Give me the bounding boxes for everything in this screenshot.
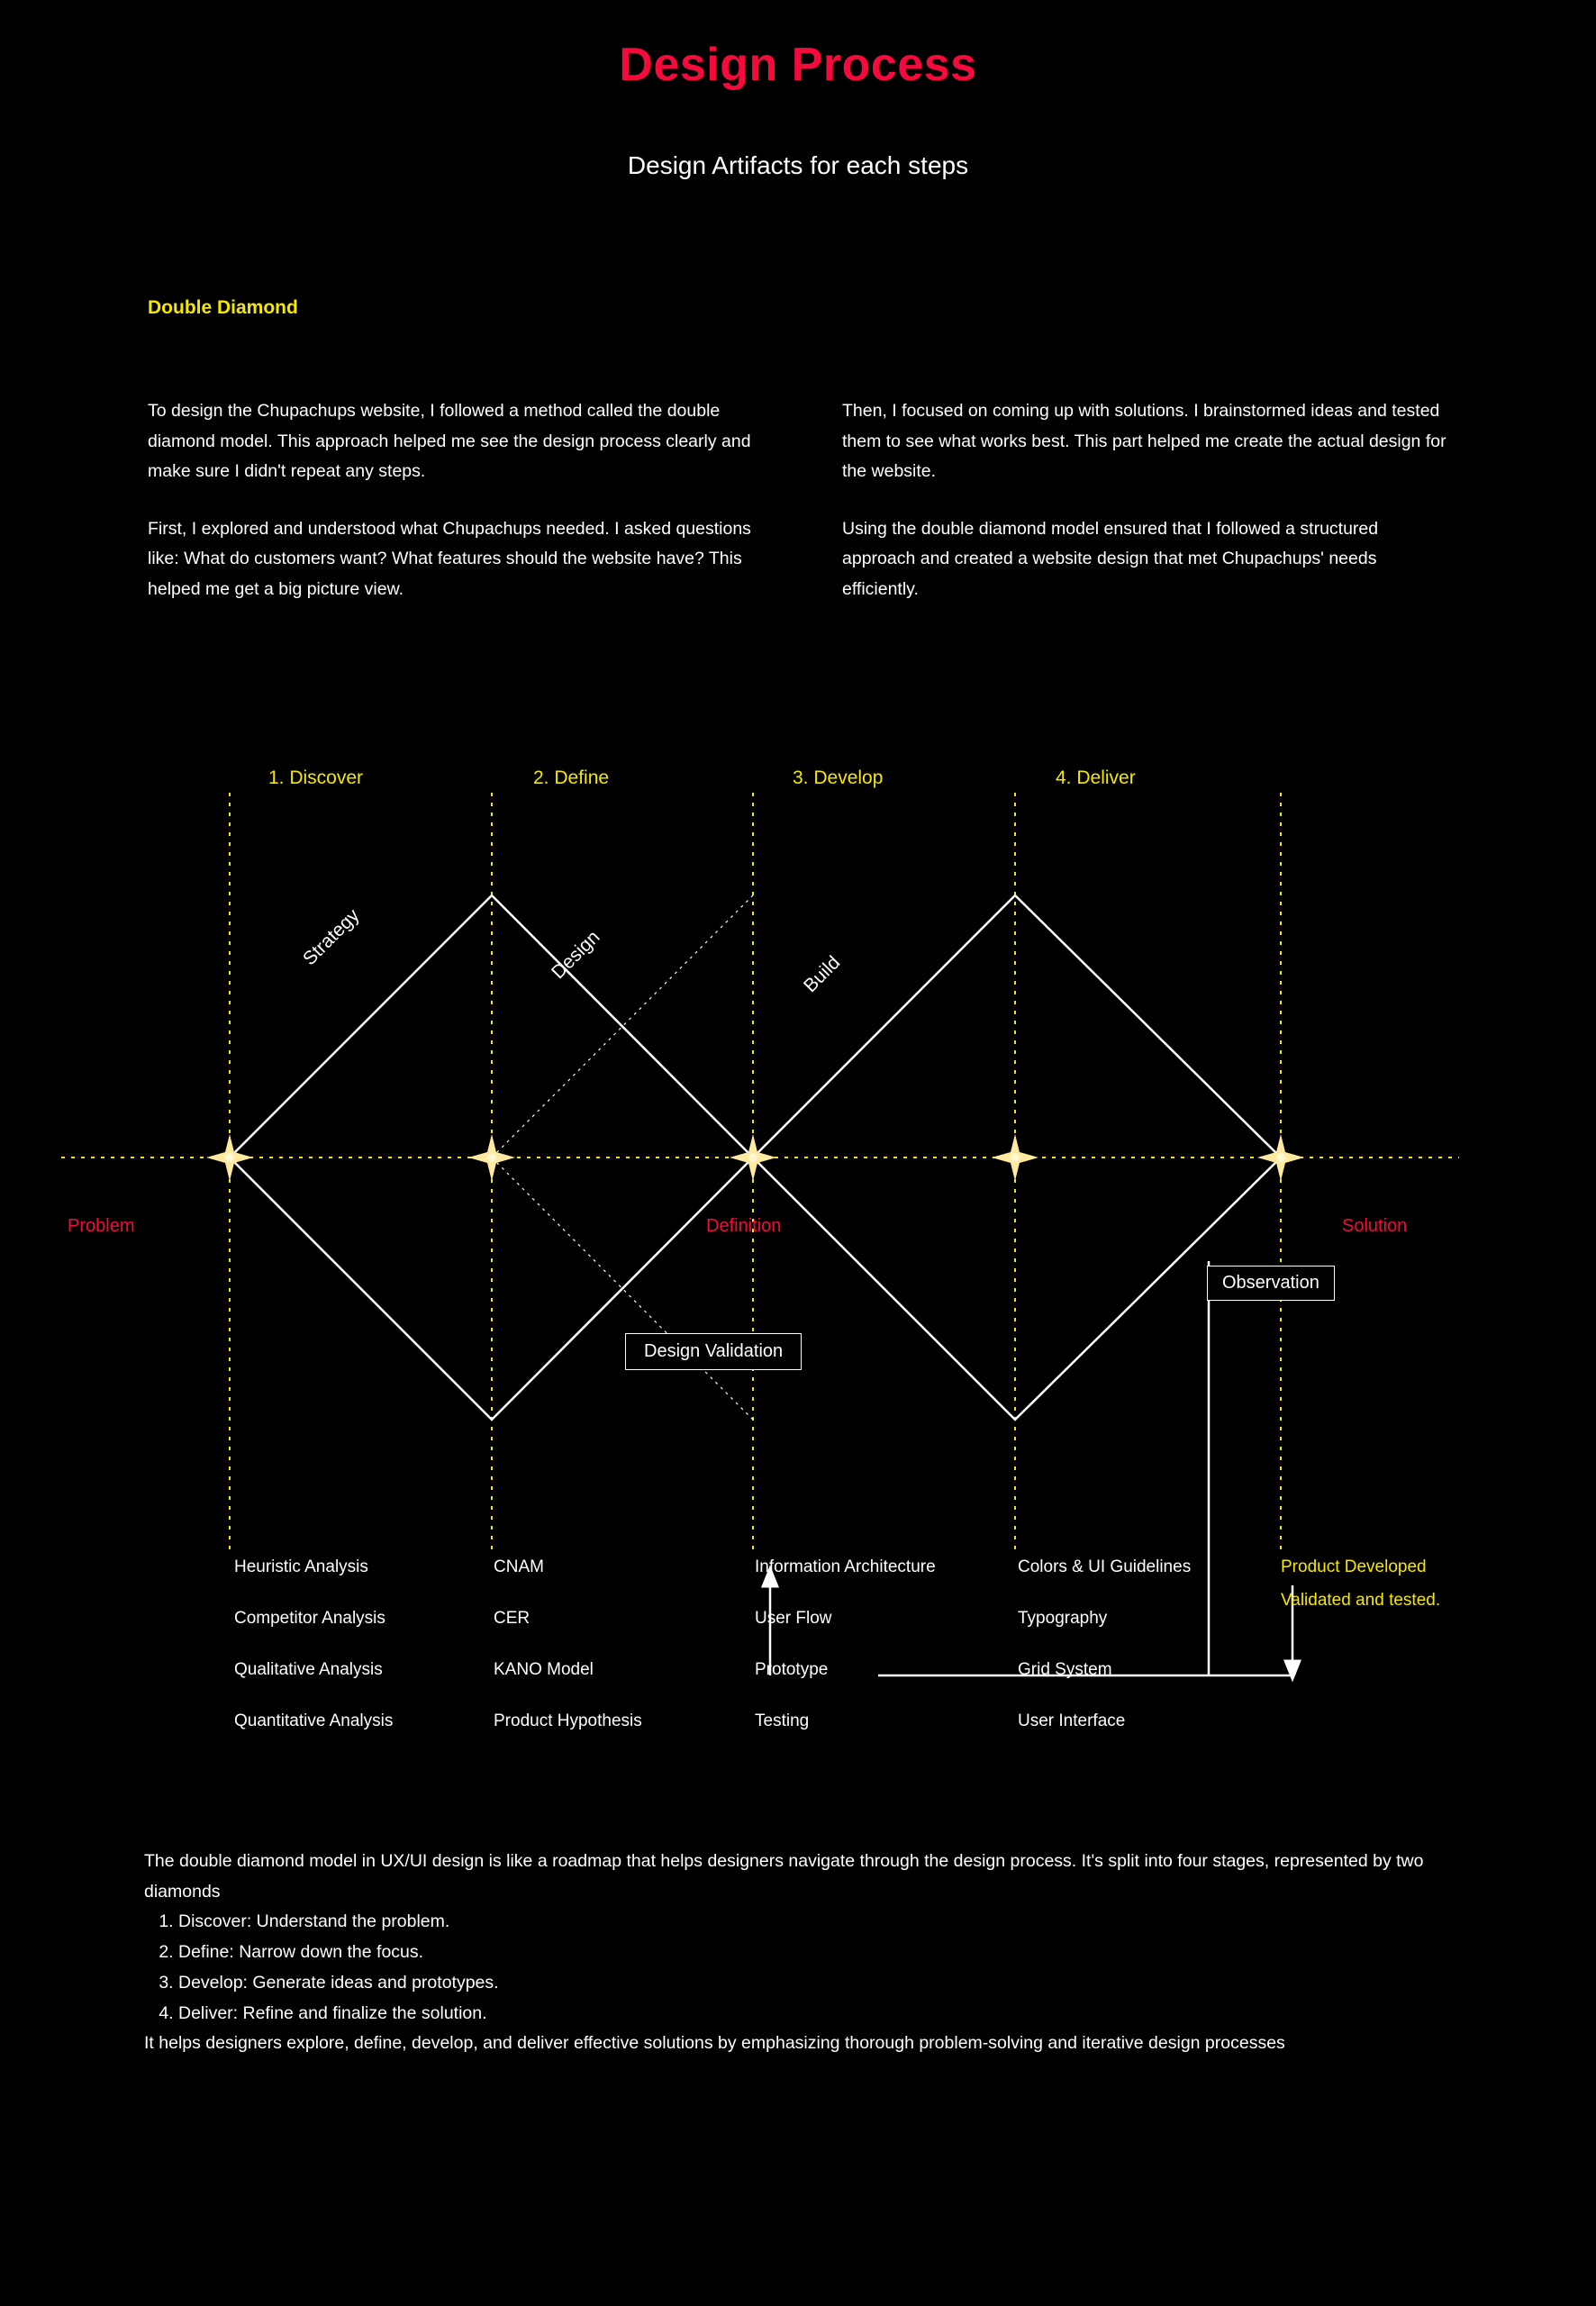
artifact-item: Colors & UI Guidelines	[1018, 1557, 1192, 1576]
stage-label-develop: 3. Develop	[793, 767, 884, 788]
footer-step: 4. Deliver: Refine and finalize the solution.	[178, 1999, 1450, 2029]
section-heading: Double Diamond	[148, 297, 298, 318]
artifact-item: CER	[494, 1609, 530, 1628]
artifact-item: User Flow	[755, 1609, 832, 1628]
artifact-item: Product Hypothesis	[494, 1711, 642, 1730]
artifact-item: Competitor Analysis	[234, 1609, 385, 1628]
diagonal-label-design: Design	[548, 926, 604, 984]
page-subtitle: Design Artifacts for each steps	[627, 151, 969, 179]
footer-step: 1. Discover: Understand the problem.	[178, 1907, 1450, 1938]
footer-intro: The double diamond model in UX/UI design is like a roadmap that helps designers navigate through the design process. It's split into four stages, represented by two diamonds	[144, 1851, 1424, 1902]
artifact-item: Testing	[755, 1711, 810, 1730]
edge-label-solution: Solution	[1342, 1216, 1408, 1236]
intro-left-paragraph-1: To design the Chupachups website, I followed a method called the double diamond model. This approach helped me see the design process clearly and make sure I didn't repeat any steps.	[148, 401, 751, 482]
footer-step: 3. Develop: Generate ideas and prototypes.	[178, 1968, 1450, 1999]
artifact-column-define	[494, 1558, 642, 1764]
edge-label-definition: Definition	[706, 1216, 782, 1236]
page-title: Design Process	[619, 39, 977, 91]
intro-column-right	[842, 396, 1455, 604]
artifact-item: Quantitative Analysis	[234, 1711, 394, 1730]
artifact-item: Product Developed	[1281, 1557, 1427, 1576]
artifact-item: Heuristic Analysis	[234, 1557, 368, 1576]
stage-label-discover: 1. Discover	[268, 767, 364, 788]
footer-outro: It helps designers explore, define, develop, and deliver effective solutions by emphasizing thorough problem-solving and iterative design processes	[144, 2033, 1285, 2054]
diagonal-label-build: Build	[800, 951, 845, 997]
stage-label-deliver: 4. Deliver	[1056, 767, 1136, 788]
footer-step: 2. Define: Narrow down the focus.	[178, 1938, 1450, 1968]
callout-observation: Observation	[1207, 1266, 1335, 1301]
edge-label-problem: Problem	[68, 1216, 135, 1236]
diagonal-label-strategy: Strategy	[299, 904, 364, 970]
intro-right-paragraph-1: Then, I focused on coming up with solutions. I brainstormed ideas and tested them to see what works best. This part helped me create the actual design for the website.	[842, 401, 1446, 482]
intro-left-paragraph-2: First, I explored and understood what Chupachups needed. I asked questions like: What do customers want? What features should the website have? This helped me get a big picture view.	[148, 518, 751, 599]
artifact-item: User Interface	[1018, 1711, 1126, 1730]
footer-steps-list	[144, 1907, 1450, 2029]
callout-design-validation: Design Validation	[625, 1333, 802, 1370]
artifact-item: Qualitative Analysis	[234, 1660, 383, 1679]
artifact-column-outcome	[1281, 1558, 1440, 1625]
artifact-item: CNAM	[494, 1557, 544, 1576]
intro-column-left	[148, 396, 760, 604]
artifact-column-develop	[755, 1558, 936, 1764]
stage-label-define: 2. Define	[533, 767, 610, 788]
artifact-item: Prototype	[755, 1660, 829, 1679]
artifact-item: Information Architecture	[755, 1557, 936, 1576]
footer-description	[144, 1847, 1450, 2059]
artifact-item: Grid System	[1018, 1660, 1112, 1679]
artifact-item: Validated and tested.	[1281, 1591, 1441, 1610]
artifact-item: Typography	[1018, 1609, 1108, 1628]
artifact-item: KANO Model	[494, 1660, 594, 1679]
intro-right-paragraph-2: Using the double diamond model ensured that I followed a structured approach and created a website design that met Chupachups' needs efficiently.	[842, 518, 1379, 599]
artifact-column-deliver	[1018, 1558, 1191, 1764]
artifact-column-discover	[234, 1558, 393, 1764]
